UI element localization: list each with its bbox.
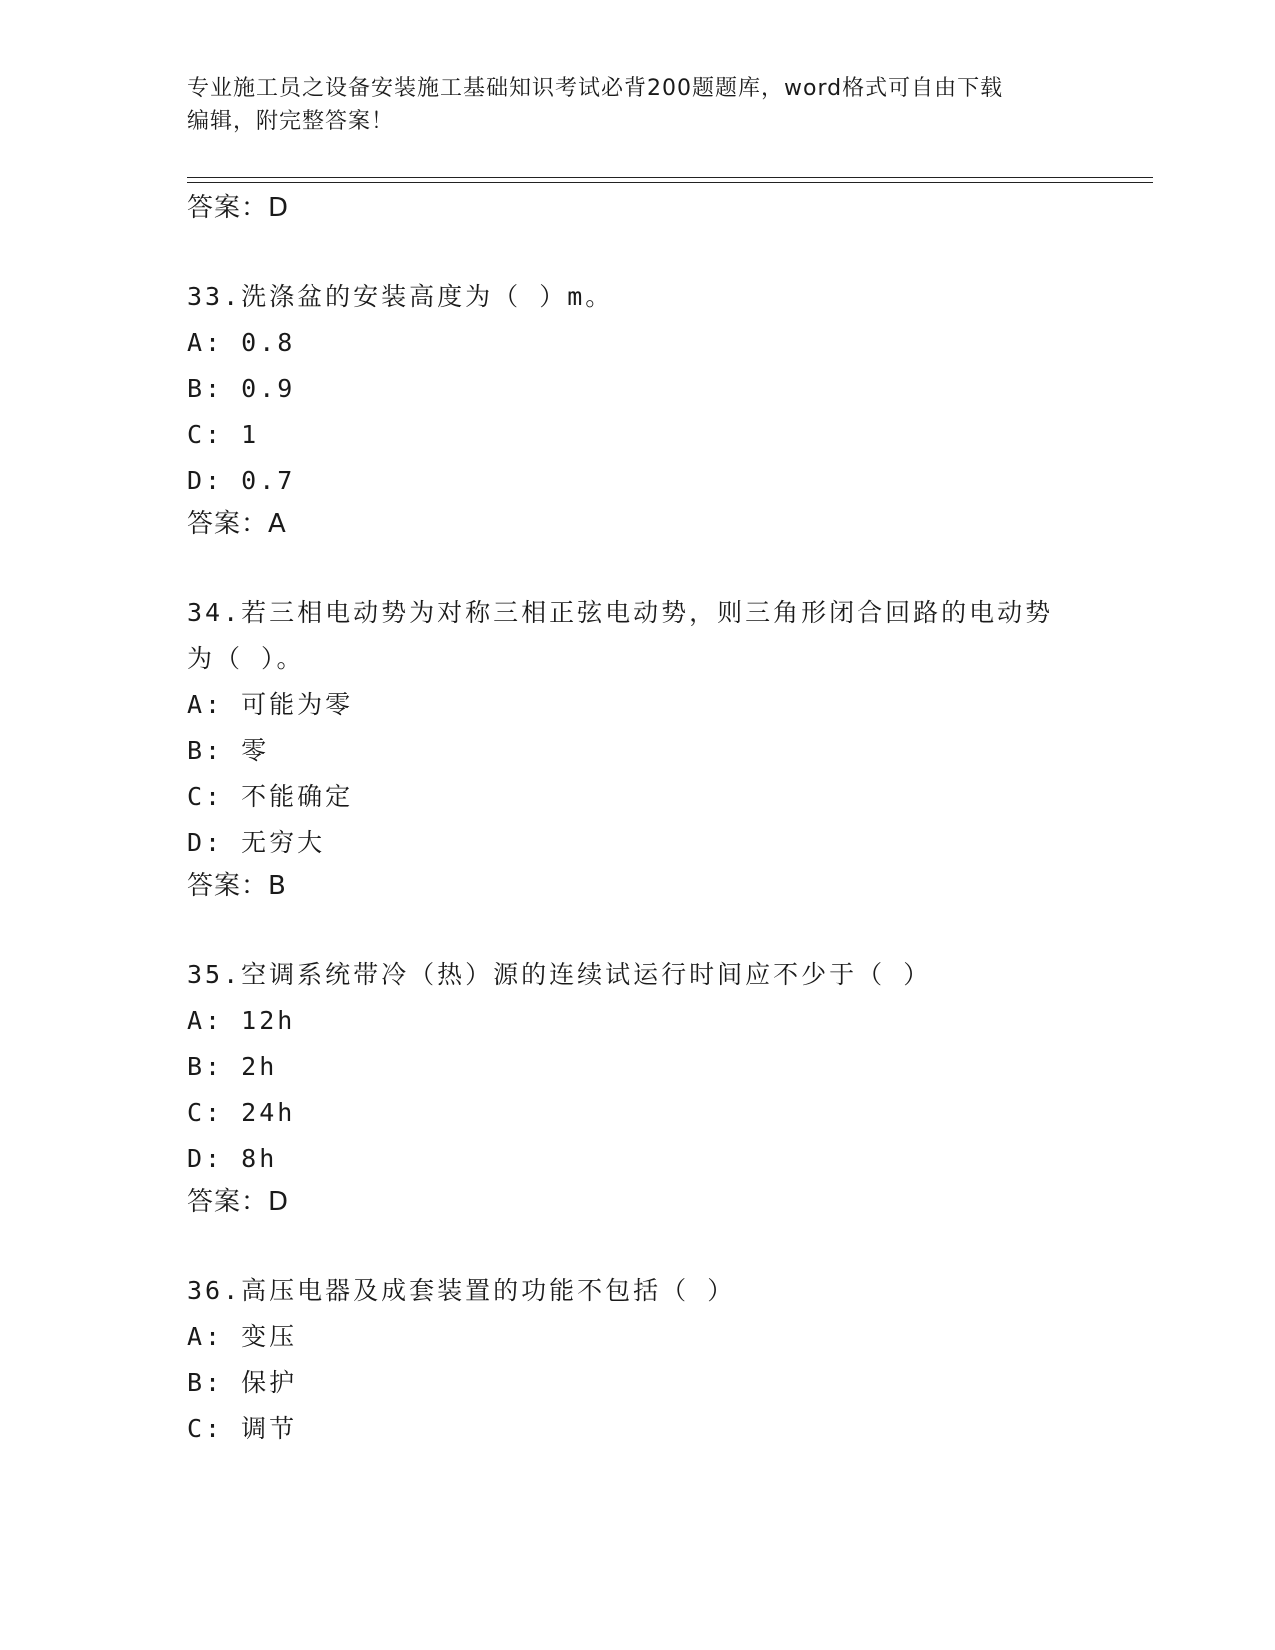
question-text: 33.洗涤盆的安装高度为（ ）m。	[187, 282, 614, 311]
question-text: 36.高压电器及成套装置的功能不包括（ ）	[187, 1276, 736, 1305]
option-c: C: 不能确定	[187, 782, 354, 811]
option-a: A: 变压	[187, 1322, 298, 1351]
header-divider-bottom	[187, 182, 1153, 183]
question-35	[187, 952, 1087, 1222]
option-b: B: 保护	[187, 1368, 298, 1397]
option-d: D: 无穷大	[187, 828, 326, 857]
question-36	[187, 1268, 1087, 1452]
header-line-2: 编辑，附完整答案！	[187, 109, 395, 134]
question-text: 34.若三相电动势为对称三相正弦电动势，则三角形闭合回路的电动势	[187, 598, 1054, 627]
question-text-continued: 为（ ）。	[187, 644, 305, 673]
option-d: D: 8h	[187, 1144, 278, 1173]
option-b: B: 0.9	[187, 374, 296, 403]
header-divider-top	[187, 177, 1153, 178]
header-line-1: 专业施工员之设备安装施工基础知识考试必背200题题库，word格式可自由下载	[187, 76, 1004, 101]
question-list	[187, 188, 1087, 1452]
option-a: A: 可能为零	[187, 690, 354, 719]
option-b: B: 零	[187, 736, 270, 765]
option-a: A: 12h	[187, 1006, 296, 1035]
answer-line: 答案：A	[187, 509, 287, 539]
document-header	[187, 72, 1087, 138]
answer-line: 答案：B	[187, 871, 287, 901]
question-text: 35.空调系统带冷（热）源的连续试运行时间应不少于（ ）	[187, 960, 932, 989]
option-b: B: 2h	[187, 1052, 278, 1081]
question-34	[187, 590, 1087, 906]
question-33	[187, 274, 1087, 544]
option-a: A: 0.8	[187, 328, 296, 357]
option-c: C: 调节	[187, 1414, 298, 1443]
option-d: D: 0.7	[187, 466, 296, 495]
answer-line: 答案：D	[187, 193, 290, 223]
option-c: C: 24h	[187, 1098, 296, 1127]
answer-line: 答案：D	[187, 1187, 290, 1217]
option-c: C: 1	[187, 420, 260, 449]
